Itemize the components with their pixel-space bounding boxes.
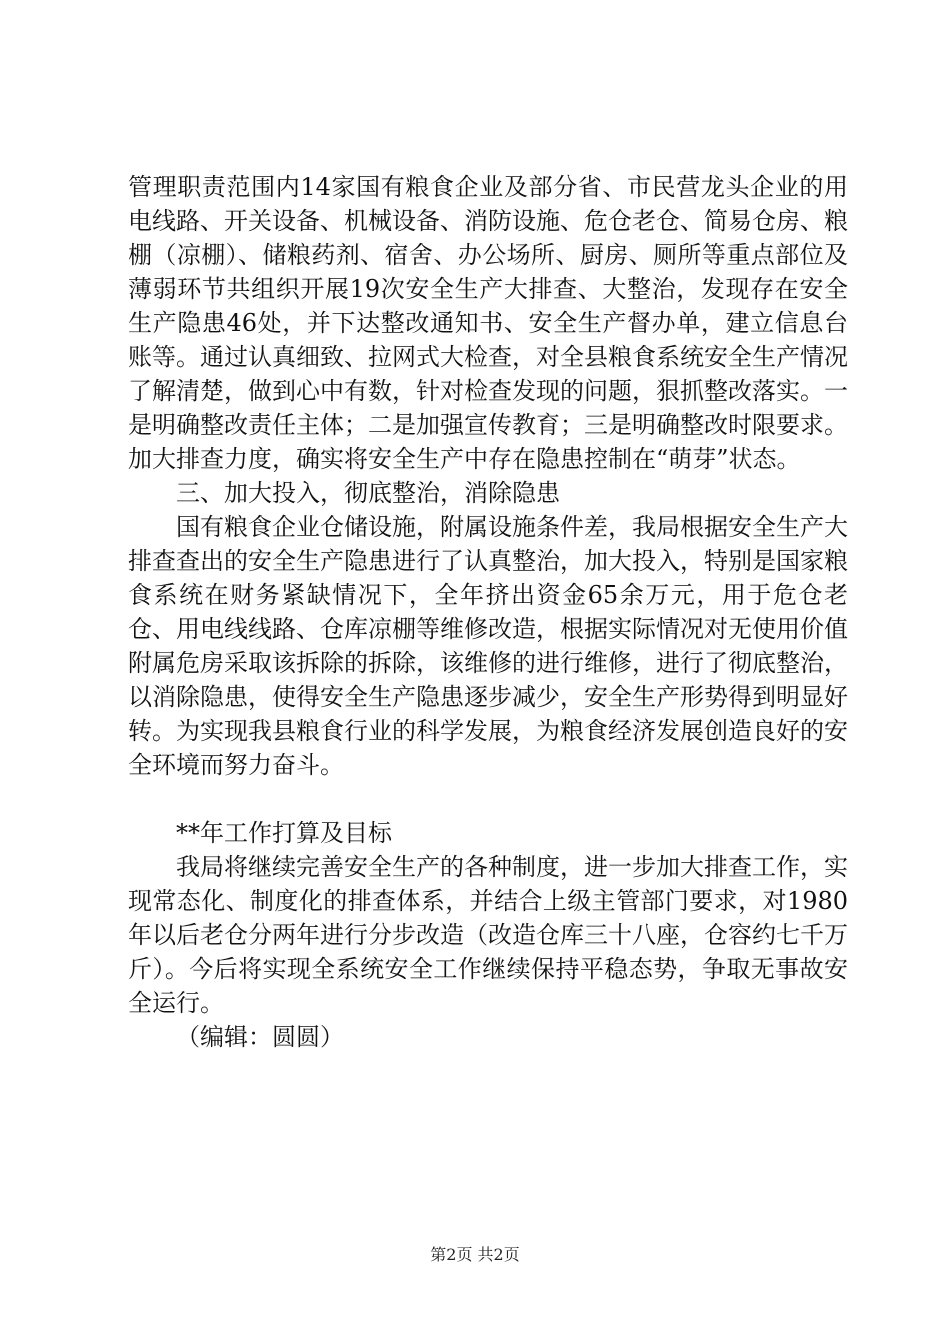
paragraph-plan: 我局将继续完善安全生产的各种制度，进一步加大排查工作，实现常态化、制度化的排查体系，并结合上级主管部门要求，对1980年以后老仓分两年进行分步改造（改造仓库三十八座，仓容约七千万斤）。今后将实现全系统安全工作继续保持平稳态势，争取无事故安全运行。 [128,853,848,1017]
paragraph-spacer [128,782,848,816]
paragraph-investment: 国有粮食企业仓储设施，附属设施条件差，我局根据安全生产大排查查出的安全生产隐患进行了认真整治，加大投入，特别是国家粮食系统在财务紧缺情况下，全年挤出资金65余万元，用于危仓老仓、用电线线路、仓库凉棚等维修改造，根据实际情况对无使用价值附属危房采取该拆除的拆除，该维修的进行维修，进行了彻底整治，以消除隐患，使得安全生产隐患逐步减少，安全生产形势得到明显好转。为实现我县粮食行业的科学发展，为粮食经济发展创造良好的安全环境而努力奋斗。 [128,513,848,779]
page-number-footer: 第2页 共2页 [430,1245,520,1264]
editor-note: （编辑：圆圆） [176,1023,344,1051]
paragraph-safety-inspection: 管理职责范围内14家国有粮食企业及部分省、市民营龙头企业的用电线路、开关设备、机械设备、消防设施、危仓老仓、简易仓房、粮棚（凉棚）、储粮药剂、宿舍、办公场所、厨房、厕所等重点部位及薄弱环节共组织开展19次安全生产大排查、大整治，发现存在安全生产隐患46处，并下达整改通知书、安全生产督办单，建立信息台账等。通过认真细致、拉网式大检查，对全县粮食系统安全生产情况了解清楚，做到心中有数，针对检查发现的问题，狠抓整改落实。一是明确整改责任主体；二是加强宣传教育；三是明确整改时限要求。加大排查力度，确实将安全生产中存在隐患控制在“萌芽”状态。 [128,173,848,473]
section-heading-investment: 三、加大投入，彻底整治，消除隐患 [176,479,560,507]
section-heading-plan: **年工作打算及目标 [176,819,392,847]
document-body [128,170,848,1054]
